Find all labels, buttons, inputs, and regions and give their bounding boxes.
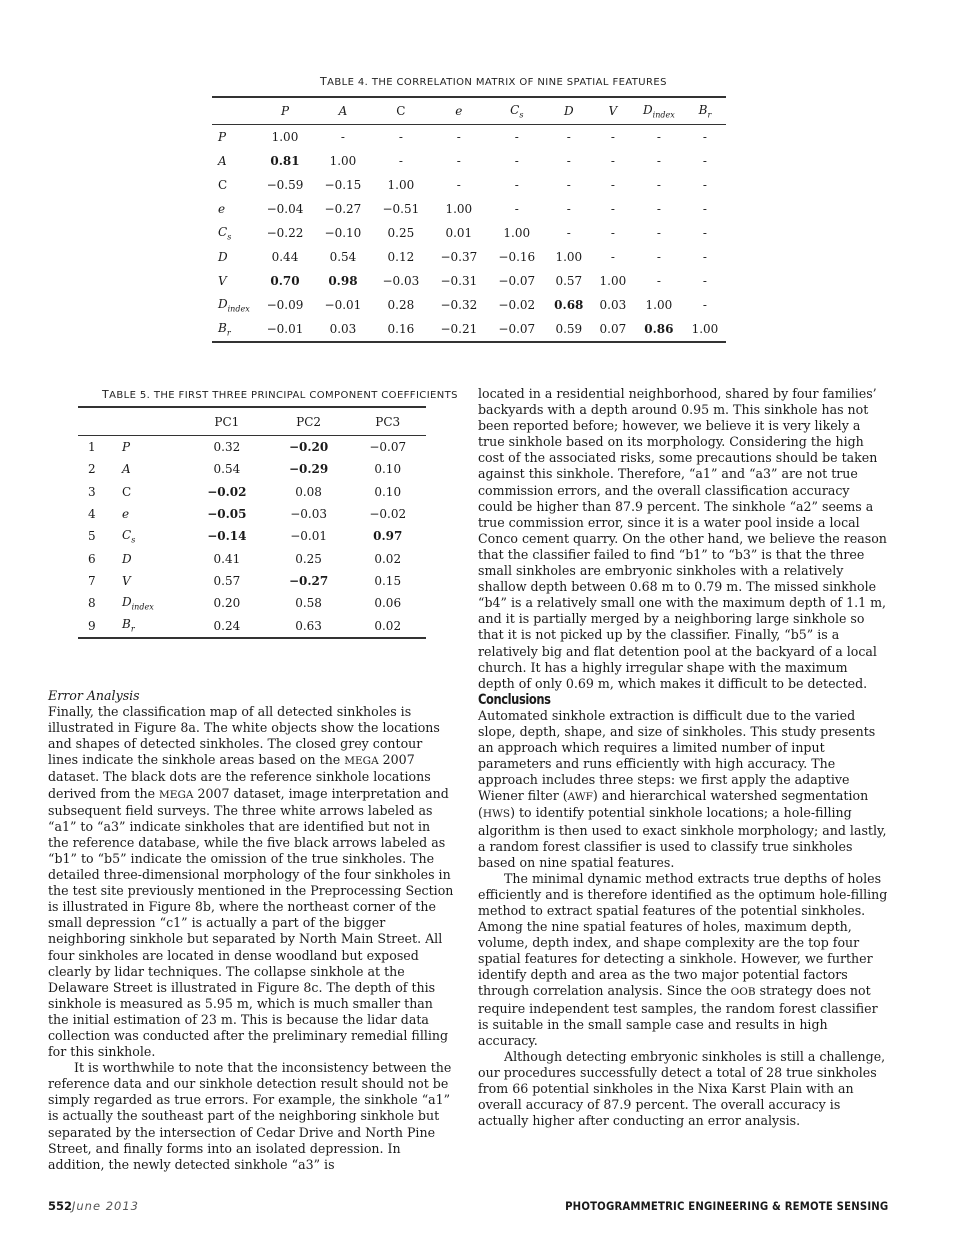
table-cell: −0.32: [440, 298, 478, 312]
column-header: $C_s$: [488, 97, 546, 125]
table-cell: −0.21: [440, 322, 478, 336]
table-cell: -: [566, 178, 571, 192]
table-cell: -: [514, 130, 519, 144]
table-cell: -: [610, 154, 615, 168]
table-cell: −0.04: [266, 202, 304, 216]
table-cell: 0.57: [555, 274, 583, 288]
table-row: [212, 245, 726, 269]
column-header: D: [546, 97, 592, 125]
table-cell: −0.02: [207, 484, 247, 499]
right-column: [478, 386, 888, 1129]
table-cell: 0.25: [295, 551, 322, 566]
table-cell: 0.68: [554, 298, 584, 312]
table-cell: -: [514, 202, 519, 216]
column-header: e: [430, 97, 488, 125]
table-cell: 0.54: [213, 462, 241, 477]
table-cell: 0.57: [213, 573, 241, 588]
row-label: $B_r$: [122, 617, 135, 634]
table-row: [212, 173, 726, 197]
table-cell: 0.02: [374, 618, 402, 633]
table-cell: -: [456, 154, 461, 168]
row-label: D: [122, 551, 132, 566]
table-cell: 0.08: [295, 484, 322, 499]
error-analysis-subheading: Error Analysis: [48, 688, 140, 703]
table-cell: −0.31: [440, 274, 478, 288]
table-row: [78, 481, 426, 503]
table-cell: −0.01: [324, 298, 362, 312]
table-cell: −0.27: [288, 573, 329, 588]
table-row: [78, 503, 426, 525]
table-cell: 0.97: [373, 529, 403, 544]
table-cell: −0.07: [498, 322, 536, 336]
correlation-matrix-table: [212, 96, 726, 343]
table-cell: −0.01: [266, 322, 304, 336]
table-cell: -: [702, 298, 707, 312]
table-cell: −0.02: [369, 507, 407, 522]
table-cell: 0.03: [599, 298, 627, 312]
table-cell: -: [566, 154, 571, 168]
row-label: V: [122, 573, 131, 588]
table-cell: 0.59: [555, 322, 583, 336]
table-4-caption: TABLE 4. THE CORRELATION MATRIX OF NINE SPATIAL FEATURES: [320, 75, 667, 88]
table-cell: 0.03: [329, 322, 357, 336]
table-cell: -: [514, 154, 519, 168]
table-row: [212, 317, 726, 342]
table-cell: −0.51: [382, 202, 420, 216]
table-cell: −0.10: [324, 226, 362, 240]
table-cell: 0.28: [387, 298, 415, 312]
table-cell: 0.15: [374, 573, 402, 588]
table-5-caption: TABLE 5. THE FIRST THREE PRINCIPAL COMPONENT COEFFICIENTS: [102, 388, 458, 401]
table-cell: -: [702, 202, 707, 216]
row-label: C: [122, 484, 132, 499]
row-label: $C_s$: [122, 528, 136, 545]
row-label: e: [218, 202, 226, 216]
table-cell: -: [656, 154, 661, 168]
row-number: 4: [88, 507, 96, 522]
table-cell: −0.59: [266, 178, 304, 192]
left-column: [48, 688, 454, 1173]
table-cell: 0.54: [329, 250, 357, 264]
table-cell: -: [656, 226, 661, 240]
conclusions-paragraph-2: The minimal dynamic method extracts true depths of holes efficiently and is therefore identified as the optimum hole-filling method to extract spatial features of the potential sinkholes. Among the nine spatial features of holes, maximum depth, volume, depth index, and shape complexity are the top four spatial features for detecting a sinkhole. However, we further identify depth and area as the two major potential factors through correlation analysis. Since the OOB strategy does not require independent test samples, the random forest classifier is suitable in the small sample case and results in high accuracy.: [478, 870, 888, 1048]
table-cell: -: [702, 130, 707, 144]
table-cell: -: [566, 130, 571, 144]
table-cell: -: [656, 202, 661, 216]
row-label: $D_{index}$: [218, 296, 250, 314]
table-cell: -: [610, 202, 615, 216]
table-cell: −0.02: [498, 298, 536, 312]
table-row: [78, 525, 426, 547]
row-number: 3: [88, 484, 96, 499]
table-row: [78, 436, 426, 459]
table-cell: 1.00: [645, 298, 673, 312]
table-cell: 0.86: [644, 322, 674, 336]
row-number: 5: [88, 529, 96, 544]
row-label: P: [218, 130, 227, 144]
table-cell: 0.98: [328, 274, 358, 288]
column-header: P: [256, 97, 314, 125]
table-cell: -: [340, 130, 345, 144]
table-cell: 0.63: [295, 618, 322, 633]
table-row: [78, 458, 426, 480]
table-cell: 1.00: [691, 322, 719, 336]
row-number: 2: [88, 462, 96, 477]
table-cell: -: [702, 274, 707, 288]
row-label: e: [122, 507, 130, 522]
table-cell: −0.05: [207, 507, 247, 522]
table-row: [212, 149, 726, 173]
table-cell: −0.22: [266, 226, 304, 240]
table-cell: 0.25: [387, 226, 415, 240]
column-header: PC1: [186, 407, 268, 436]
conclusions-paragraph-3: Although detecting embryonic sinkholes is still a challenge, our procedures successfully detect a total of 28 true sinkholes from 66 potential sinkholes in the Nixa Karst Plain with an overall accuracy of 87.9 percent. The overall accuracy is actually higher after conducting an error analysis.: [478, 1048, 886, 1129]
table-cell: −0.09: [266, 298, 304, 312]
column-header: V: [592, 97, 634, 125]
table-cell: −0.29: [288, 462, 329, 477]
table-cell: -: [656, 274, 661, 288]
row-number: 8: [88, 596, 96, 611]
table-cell: 0.06: [374, 596, 402, 611]
table-cell: −0.16: [498, 250, 536, 264]
table-cell: −0.07: [498, 274, 536, 288]
row-label: $C_s$: [218, 224, 232, 242]
table-cell: 0.16: [387, 322, 415, 336]
table-cell: 0.32: [213, 440, 241, 455]
table-row: [212, 125, 726, 150]
principal-component-table: [78, 406, 426, 639]
table-cell: 0.20: [213, 596, 241, 611]
error-analysis-paragraph-2: It is worthwhile to note that the inconsistency between the reference data and our sinkhole detection result should not be simply regarded as true errors. For example, the sinkhole “a1” is actually the southeast part of the neighboring sinkhole but separated by the intersection of Cedar Drive and North Pine Street, and finally forms into an isolated depression. In addition, the newly detected sinkhole “a3” is: [48, 1060, 452, 1172]
table-cell: −0.07: [369, 440, 407, 455]
table-cell: 0.02: [374, 551, 402, 566]
table-cell: -: [656, 130, 661, 144]
table-cell: 0.41: [213, 551, 241, 566]
table-cell: 0.12: [387, 250, 415, 264]
row-number: 7: [88, 573, 96, 588]
row-label: A: [122, 462, 131, 477]
column-header: PC2: [268, 407, 350, 436]
journal-name: PHOTOGRAMMETRIC ENGINEERING & REMOTE SENSING: [564, 1199, 888, 1213]
table-cell: -: [610, 178, 615, 192]
table-cell: -: [702, 154, 707, 168]
table-cell: −0.20: [288, 440, 329, 455]
table-cell: −0.15: [324, 178, 362, 192]
table-cell: −0.03: [290, 507, 327, 522]
page-number: 552: [48, 1199, 73, 1213]
column-header: A: [314, 97, 372, 125]
table-cell: -: [514, 178, 519, 192]
table-row: [78, 592, 426, 614]
error-analysis-paragraph-1: Finally, the classification map of all detected sinkholes is illustrated in Figure 8a. The white objects show the locations and shapes of detected sinkholes. The closed grey contour lines indicate the sinkhole areas based on the MEGA 2007 dataset. The black dots are the reference sinkhole locations derived from the MEGA 2007 dataset, image interpretation and subsequent field surveys. The three white arrows labeled as “a1” to “a3” indicate sinkholes that are identified but not in the reference database, while the five black arrows labeled as “b1” to “b5” indicate the omission of the true sinkholes. The detailed three-dimensional morphology of the four sinkholes in the test site previously mentioned in the Preprocessing Section is illustrated in Figure 8b, where the northeast corner of the small depression “c1” is actually a part of the bigger neighboring sinkhole but separated by North Main Street. All four sinkholes are located in dense woodland but exposed clearly by lidar techniques. The collapse sinkhole at the Delaware Street is illustrated in Figure 8c. The depth of this sinkhole is measured as 5.95 m, which is much smaller than the initial estimation of 23 m. This is because the lidar data collection was conducted after the preliminary remedial filling for this sinkhole.: [48, 704, 454, 1060]
table-cell: 1.00: [271, 130, 299, 144]
table-cell: 0.10: [374, 462, 402, 477]
table-cell: 1.00: [503, 226, 531, 240]
table-cell: 0.10: [374, 484, 402, 499]
table-cell: 0.01: [445, 226, 473, 240]
table-cell: 1.00: [555, 250, 583, 264]
table-cell: 0.07: [599, 322, 627, 336]
row-number: 1: [88, 440, 96, 455]
table-cell: −0.27: [324, 202, 362, 216]
conclusions-paragraph-1: Automated sinkhole extraction is difficult due to the varied slope, depth, shape, and size of sinkholes. This study presents an approach which requires a limited number of input parameters and runs efficiently with high accuracy. The approach includes three steps: we first apply the adaptive Wiener filter (AWF) and hierarchical watershed segmentation (HWS) to identify potential sinkhole locations; a hole-filling algorithm is then used to exact sinkhole morphology; and lastly, a random forest classifier is used to classify true sinkholes based on nine spatial features.: [478, 707, 887, 870]
table-cell: -: [702, 178, 707, 192]
table-cell: 1.00: [329, 154, 357, 168]
table-cell: -: [456, 178, 461, 192]
table-row: [212, 293, 726, 317]
table-cell: -: [656, 250, 661, 264]
row-label: V: [218, 274, 227, 288]
table-cell: 1.00: [387, 178, 415, 192]
issue-date: June 2013: [72, 1199, 139, 1213]
table-cell: 1.00: [599, 274, 627, 288]
table-cell: 0.24: [213, 618, 241, 633]
table-cell: 0.44: [271, 250, 299, 264]
table-row: [212, 197, 726, 221]
table-cell: -: [702, 226, 707, 240]
table-cell: 1.00: [445, 202, 473, 216]
row-label: $D_{index}$: [122, 595, 154, 612]
column-header: $B_r$: [684, 97, 726, 125]
table-row: [78, 547, 426, 569]
conclusions-heading: Conclusions: [478, 691, 551, 708]
table-cell: 0.70: [270, 274, 300, 288]
table-cell: −0.03: [382, 274, 420, 288]
row-number: 9: [88, 618, 96, 633]
table-row: [212, 269, 726, 293]
table-cell: -: [610, 226, 615, 240]
column-header: PC3: [349, 407, 426, 436]
table-cell: -: [610, 130, 615, 144]
table-cell: 0.58: [295, 596, 322, 611]
table-cell: −0.01: [290, 529, 327, 544]
table-cell: -: [456, 130, 461, 144]
row-label: $B_r$: [218, 320, 231, 338]
table-cell: -: [566, 202, 571, 216]
table-cell: -: [702, 250, 707, 264]
column-header: C: [372, 97, 430, 125]
table-cell: -: [656, 178, 661, 192]
row-label: D: [218, 250, 228, 264]
row-label: C: [218, 178, 228, 192]
table-cell: -: [610, 250, 615, 264]
row-number: 6: [88, 551, 96, 566]
table-cell: -: [566, 226, 571, 240]
table-cell: -: [398, 130, 403, 144]
table-row: [212, 221, 726, 245]
table-cell: -: [398, 154, 403, 168]
column-header: $D_{index}$: [634, 97, 684, 125]
table-cell: −0.14: [207, 529, 247, 544]
table-row: [78, 614, 426, 637]
table-row: [78, 570, 426, 592]
row-label: P: [122, 440, 131, 455]
table-cell: −0.37: [440, 250, 478, 264]
table-cell: 0.81: [270, 154, 300, 168]
row-label: A: [218, 154, 227, 168]
error-analysis-paragraph-3: located in a residential neighborhood, shared by four families’ backyards with a depth around 0.95 m. This sinkhole has not been reported before; however, we believe it is very likely a true sinkhole based on its morphology. Considering the high cost of the associated risks, some precautions should be taken against this sinkhole. Therefore, “a1” and “a3” are not true commission errors, and the overall classification accuracy could be higher than 87.9 percent. The sinkhole “a2” seems a true commission error, since it is a water pool inside a local Conco cement quarry. On the other hand, we believe the reason that the classifier failed to find “b1” to “b3” is that the three small sinkholes are embryonic sinkholes with a relatively shallow depth between 0.68 m to 0.79 m. The missed sinkhole “b4” is a relatively small one with the maximum depth of 1.1 m, and it is partially merged by a neighboring large sinkhole so that it is not picked up by the classifier. Finally, “b5” is a relatively big and flat detention pool at the backyard of a local church. It has a highly irregular shape with the maximum depth of only 0.69 m, which makes it difficult to be detected.: [478, 386, 887, 691]
